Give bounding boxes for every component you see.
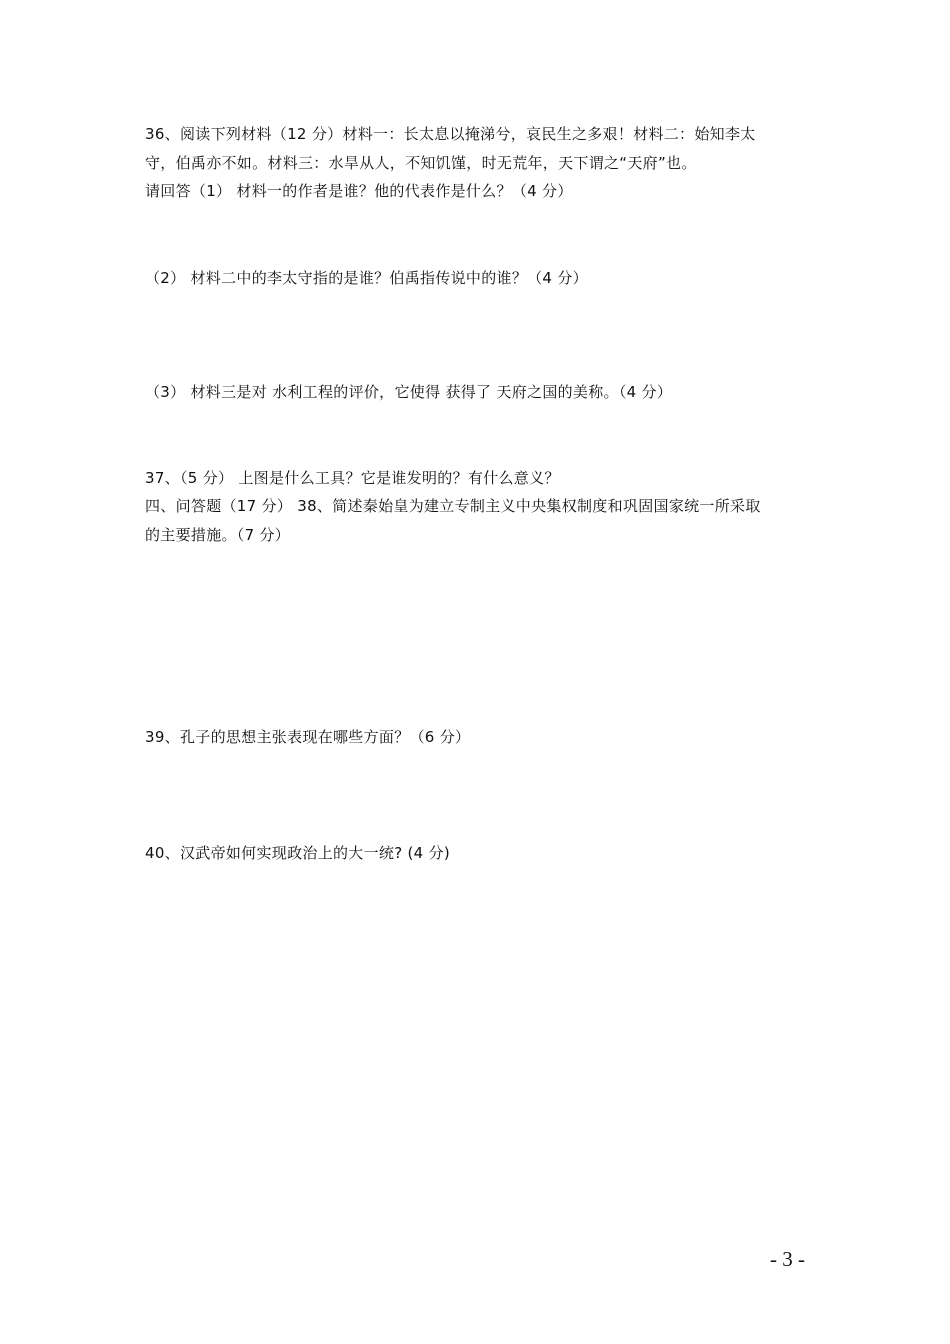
- section-4-line-1: 四、问答题（17 分） 38、简述秦始皇为建立专制主义中央集权制度和巩固国家统一所采取: [145, 497, 761, 515]
- q36-line-1: 36、阅读下列材料（12 分）材料一：长太息以掩涕兮，哀民生之多艰！材料二：始知李太: [145, 125, 756, 143]
- section-4-line-2: 的主要措施。（7 分）: [145, 526, 291, 544]
- q39-text: 39、孔子的思想主张表现在哪些方面？（6 分）: [145, 728, 471, 746]
- q36-part-1: 请回答（1） 材料一的作者是谁？他的代表作是什么？（4 分）: [145, 182, 573, 200]
- q36-part-3: （3） 材料三是对 水利工程的评价，它使得 获得了 天府之国的美称。（4 分）: [145, 383, 673, 401]
- page-number: - 3 -: [770, 1247, 805, 1271]
- q36-part-2: （2） 材料二中的李太守指的是谁？伯禹指传说中的谁？（4 分）: [145, 269, 588, 287]
- q37-text: 37、（5 分） 上图是什么工具？它是谁发明的？有什么意义？: [145, 469, 560, 487]
- q36-line-2: 守，伯禹亦不如。材料三：水旱从人，不知饥馑，时无荒年，天下谓之“天府”也。: [145, 154, 697, 172]
- q40-text: 40、汉武帝如何实现政治上的大一统? (4 分): [145, 844, 451, 862]
